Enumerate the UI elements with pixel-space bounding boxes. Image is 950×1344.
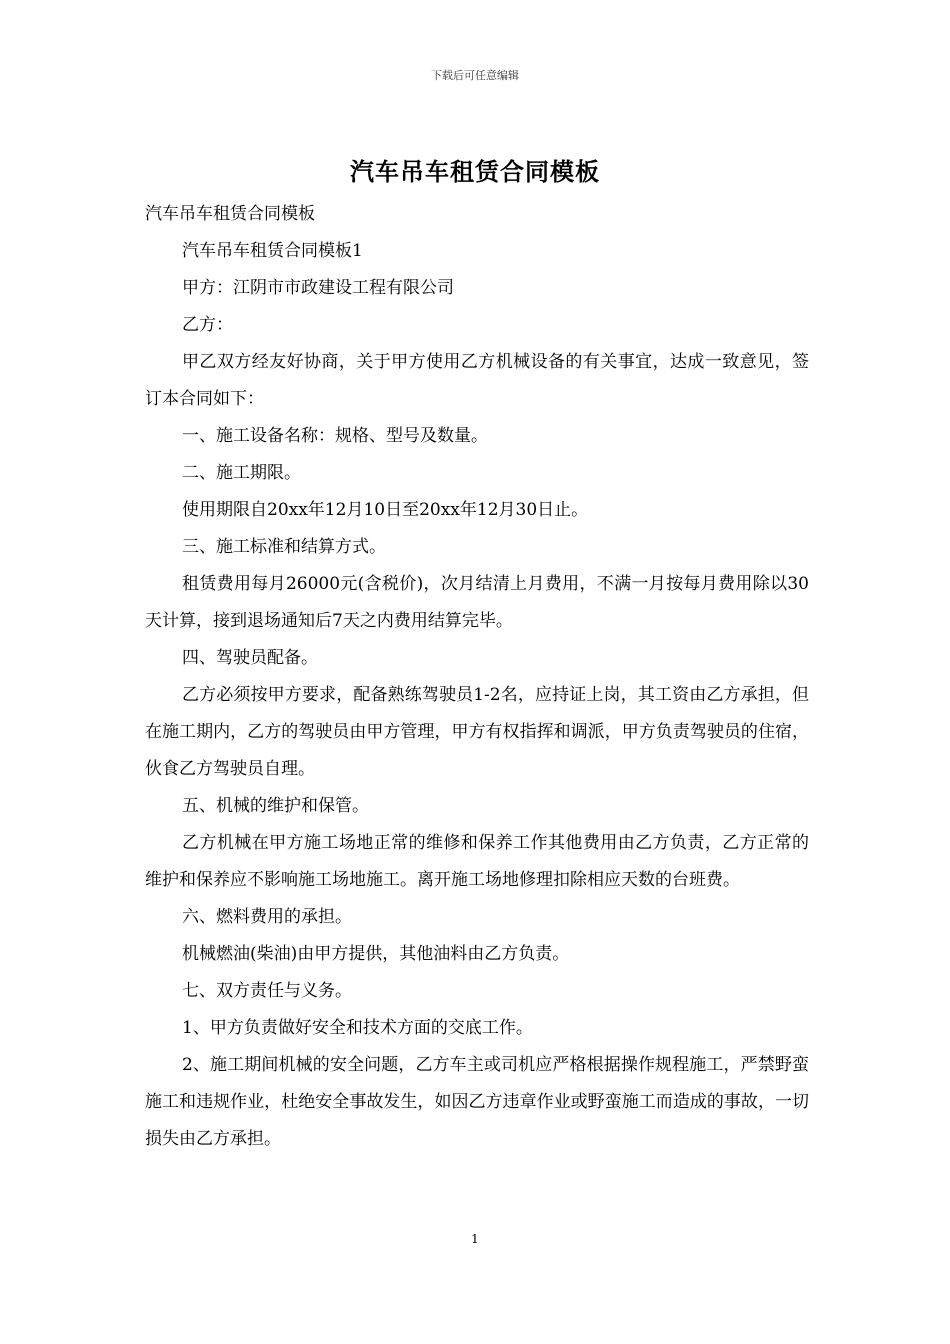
paragraph-maintenance: 乙方机械在甲方施工场地正常的维修和保养工作其他费用由乙方负责，乙方正常的维护和保养应不影响施工场地施工。离开施工场地修理扣除相应天数的台班费。	[145, 833, 809, 890]
paragraph-responsibility-1: 1、甲方负责做好安全和技术方面的交底工作。	[182, 1018, 533, 1038]
page-number: 1	[471, 1232, 479, 1246]
section-heading-settlement: 三、施工标准和结算方式。	[182, 537, 386, 557]
paragraph-responsibility-2: 2、施工期间机械的安全问题，乙方车主或司机应严格根据操作规程施工，严禁野蛮施工和违规作业，杜绝安全事故发生，如因乙方违章作业或野蛮施工而造成的事故，一切损失由乙方承担。	[145, 1055, 809, 1149]
paragraph-drivers: 乙方必须按甲方要求，配备熟练驾驶员1-2名，应持证上岗，其工资由乙方承担，但在施工期内，乙方的驾驶员由甲方管理，甲方有权指挥和调派，甲方负责驾驶员的住宿，伙食乙方驾驶员自理。	[145, 685, 809, 779]
paragraph-preamble: 甲乙双方经友好协商，关于甲方使用乙方机械设备的有关事宜，达成一致意见，签订本合同如下：	[145, 352, 809, 409]
paragraph-template-name: 汽车吊车租赁合同模板1	[182, 241, 363, 261]
section-heading-drivers: 四、驾驶员配备。	[182, 648, 318, 668]
section-heading-period: 二、施工期限。	[182, 463, 301, 483]
paragraph-party-a: 甲方：江阴市市政建设工程有限公司	[182, 278, 454, 298]
paragraph-fuel: 机械燃油(柴油)由甲方提供，其他油料由乙方负责。	[182, 944, 570, 964]
section-heading-equipment: 一、施工设备名称：规格、型号及数量。	[182, 426, 488, 446]
paragraph-settlement: 租赁费用每月26000元(含税价)，次月结清上月费用，不满一月按每月费用除以30天计算，接到退场通知后7天之内费用结算完毕。	[145, 574, 809, 631]
document-title: 汽车吊车租赁合同模板	[350, 157, 600, 186]
header-note: 下载后可任意编辑	[431, 69, 519, 82]
section-heading-fuel: 六、燃料费用的承担。	[182, 907, 352, 927]
paragraph-period: 使用期限自20xx年12月10日至20xx年12月30日止。	[182, 500, 589, 520]
section-heading-maintenance: 五、机械的维护和保管。	[182, 796, 369, 816]
document-body	[145, 196, 809, 1158]
paragraph-party-b: 乙方：	[182, 315, 233, 335]
section-heading-responsibilities: 七、双方责任与义务。	[182, 981, 352, 1001]
paragraph-subtitle: 汽车吊车租赁合同模板	[145, 204, 315, 224]
